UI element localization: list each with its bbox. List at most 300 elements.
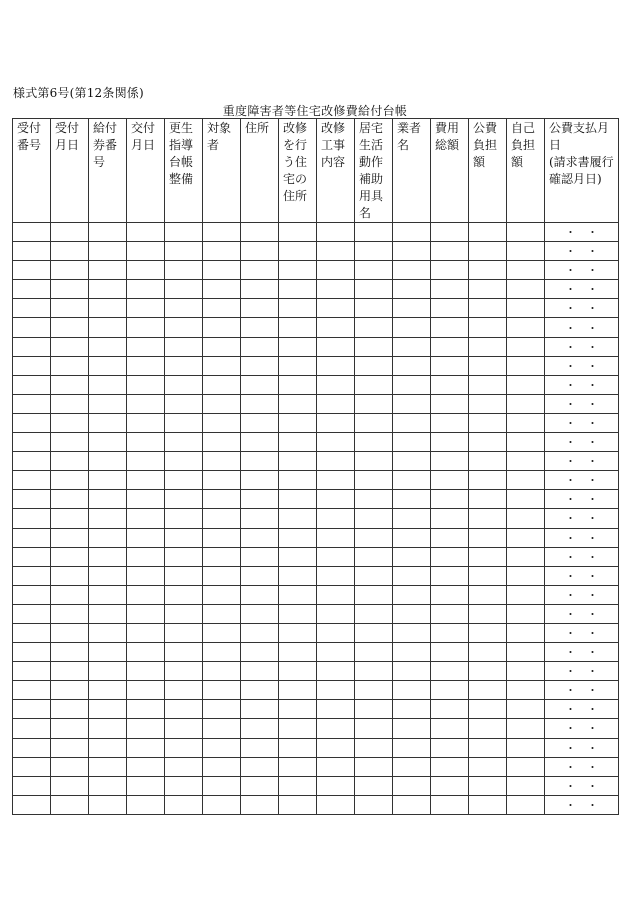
table-cell[interactable] <box>355 566 393 585</box>
table-cell[interactable] <box>355 223 393 242</box>
table-cell[interactable] <box>393 623 431 642</box>
table-cell[interactable] <box>469 490 507 509</box>
table-cell[interactable] <box>13 299 51 318</box>
table-cell[interactable] <box>393 585 431 604</box>
table-cell[interactable] <box>469 471 507 490</box>
table-cell[interactable] <box>127 413 165 432</box>
table-cell[interactable] <box>393 795 431 814</box>
table-cell[interactable] <box>241 413 279 432</box>
table-cell[interactable] <box>279 280 317 299</box>
table-cell[interactable] <box>241 394 279 413</box>
table-cell[interactable] <box>507 375 545 394</box>
table-cell[interactable] <box>279 719 317 738</box>
table-cell[interactable] <box>317 433 355 452</box>
table-cell[interactable] <box>127 585 165 604</box>
table-cell[interactable] <box>241 662 279 681</box>
table-cell[interactable] <box>469 337 507 356</box>
table-cell[interactable] <box>393 662 431 681</box>
table-cell[interactable] <box>51 681 89 700</box>
table-cell[interactable] <box>89 681 127 700</box>
table-cell[interactable] <box>507 719 545 738</box>
table-cell[interactable] <box>51 490 89 509</box>
table-cell[interactable] <box>279 375 317 394</box>
table-cell[interactable] <box>13 223 51 242</box>
payment-date-cell[interactable] <box>545 452 619 471</box>
table-cell[interactable] <box>355 375 393 394</box>
table-cell[interactable] <box>89 719 127 738</box>
table-cell[interactable] <box>127 337 165 356</box>
table-cell[interactable] <box>51 471 89 490</box>
table-cell[interactable] <box>165 738 203 757</box>
table-cell[interactable] <box>13 623 51 642</box>
table-cell[interactable] <box>431 490 469 509</box>
table-cell[interactable] <box>203 490 241 509</box>
table-cell[interactable] <box>51 299 89 318</box>
table-cell[interactable] <box>165 413 203 432</box>
table-cell[interactable] <box>507 509 545 528</box>
table-cell[interactable] <box>13 433 51 452</box>
table-cell[interactable] <box>317 662 355 681</box>
table-cell[interactable] <box>51 776 89 795</box>
table-cell[interactable] <box>507 757 545 776</box>
table-cell[interactable] <box>279 223 317 242</box>
table-cell[interactable] <box>355 738 393 757</box>
table-cell[interactable] <box>51 795 89 814</box>
table-cell[interactable] <box>165 223 203 242</box>
table-cell[interactable] <box>165 280 203 299</box>
table-cell[interactable] <box>279 242 317 261</box>
table-cell[interactable] <box>279 337 317 356</box>
table-cell[interactable] <box>507 700 545 719</box>
table-cell[interactable] <box>317 509 355 528</box>
table-cell[interactable] <box>431 413 469 432</box>
table-cell[interactable] <box>393 375 431 394</box>
payment-date-cell[interactable] <box>545 223 619 242</box>
payment-date-cell[interactable] <box>545 261 619 280</box>
table-cell[interactable] <box>203 604 241 623</box>
table-cell[interactable] <box>13 681 51 700</box>
table-cell[interactable] <box>51 394 89 413</box>
table-cell[interactable] <box>431 738 469 757</box>
table-cell[interactable] <box>51 223 89 242</box>
table-cell[interactable] <box>127 394 165 413</box>
table-cell[interactable] <box>13 776 51 795</box>
table-cell[interactable] <box>51 585 89 604</box>
table-cell[interactable] <box>355 509 393 528</box>
table-cell[interactable] <box>469 356 507 375</box>
table-cell[interactable] <box>165 375 203 394</box>
table-cell[interactable] <box>127 509 165 528</box>
table-cell[interactable] <box>469 700 507 719</box>
table-cell[interactable] <box>203 700 241 719</box>
table-cell[interactable] <box>203 337 241 356</box>
table-cell[interactable] <box>355 261 393 280</box>
payment-date-cell[interactable] <box>545 318 619 337</box>
table-cell[interactable] <box>469 318 507 337</box>
table-cell[interactable] <box>507 604 545 623</box>
table-cell[interactable] <box>165 318 203 337</box>
table-cell[interactable] <box>469 681 507 700</box>
table-cell[interactable] <box>89 242 127 261</box>
table-cell[interactable] <box>507 738 545 757</box>
table-cell[interactable] <box>241 757 279 776</box>
table-cell[interactable] <box>241 490 279 509</box>
table-cell[interactable] <box>507 547 545 566</box>
table-cell[interactable] <box>51 604 89 623</box>
table-cell[interactable] <box>89 757 127 776</box>
table-cell[interactable] <box>89 280 127 299</box>
table-cell[interactable] <box>393 738 431 757</box>
table-cell[interactable] <box>203 471 241 490</box>
table-cell[interactable] <box>127 795 165 814</box>
table-cell[interactable] <box>13 585 51 604</box>
table-cell[interactable] <box>431 528 469 547</box>
table-cell[interactable] <box>241 528 279 547</box>
table-cell[interactable] <box>241 299 279 318</box>
table-cell[interactable] <box>165 719 203 738</box>
table-cell[interactable] <box>393 757 431 776</box>
table-cell[interactable] <box>393 413 431 432</box>
table-cell[interactable] <box>241 509 279 528</box>
table-cell[interactable] <box>317 528 355 547</box>
table-cell[interactable] <box>127 375 165 394</box>
table-cell[interactable] <box>393 337 431 356</box>
table-cell[interactable] <box>89 299 127 318</box>
table-cell[interactable] <box>89 776 127 795</box>
table-cell[interactable] <box>241 242 279 261</box>
table-cell[interactable] <box>127 242 165 261</box>
table-cell[interactable] <box>431 337 469 356</box>
table-cell[interactable] <box>431 223 469 242</box>
table-cell[interactable] <box>393 719 431 738</box>
table-cell[interactable] <box>317 280 355 299</box>
table-cell[interactable] <box>89 662 127 681</box>
table-cell[interactable] <box>317 223 355 242</box>
table-cell[interactable] <box>89 700 127 719</box>
table-cell[interactable] <box>507 413 545 432</box>
payment-date-cell[interactable] <box>545 413 619 432</box>
table-cell[interactable] <box>89 604 127 623</box>
payment-date-cell[interactable] <box>545 509 619 528</box>
table-cell[interactable] <box>127 547 165 566</box>
table-cell[interactable] <box>469 223 507 242</box>
table-cell[interactable] <box>127 662 165 681</box>
table-cell[interactable] <box>431 643 469 662</box>
table-cell[interactable] <box>431 471 469 490</box>
table-cell[interactable] <box>127 604 165 623</box>
table-cell[interactable] <box>13 643 51 662</box>
table-cell[interactable] <box>165 585 203 604</box>
table-cell[interactable] <box>241 261 279 280</box>
table-cell[interactable] <box>469 643 507 662</box>
table-cell[interactable] <box>203 452 241 471</box>
table-cell[interactable] <box>89 547 127 566</box>
table-cell[interactable] <box>127 471 165 490</box>
table-cell[interactable] <box>13 413 51 432</box>
table-cell[interactable] <box>127 738 165 757</box>
table-cell[interactable] <box>127 566 165 585</box>
table-cell[interactable] <box>279 776 317 795</box>
table-cell[interactable] <box>393 604 431 623</box>
table-cell[interactable] <box>127 700 165 719</box>
table-cell[interactable] <box>203 394 241 413</box>
table-cell[interactable] <box>279 662 317 681</box>
table-cell[interactable] <box>89 795 127 814</box>
table-cell[interactable] <box>431 280 469 299</box>
table-cell[interactable] <box>279 318 317 337</box>
table-cell[interactable] <box>165 700 203 719</box>
table-cell[interactable] <box>393 547 431 566</box>
table-cell[interactable] <box>317 795 355 814</box>
table-cell[interactable] <box>469 566 507 585</box>
table-cell[interactable] <box>507 795 545 814</box>
table-cell[interactable] <box>279 471 317 490</box>
table-cell[interactable] <box>203 375 241 394</box>
table-cell[interactable] <box>317 337 355 356</box>
table-cell[interactable] <box>241 643 279 662</box>
table-cell[interactable] <box>13 795 51 814</box>
table-cell[interactable] <box>355 547 393 566</box>
table-cell[interactable] <box>393 356 431 375</box>
table-cell[interactable] <box>355 681 393 700</box>
table-cell[interactable] <box>355 776 393 795</box>
table-cell[interactable] <box>89 261 127 280</box>
payment-date-cell[interactable] <box>545 585 619 604</box>
table-cell[interactable] <box>165 261 203 280</box>
table-cell[interactable] <box>127 299 165 318</box>
table-cell[interactable] <box>393 509 431 528</box>
table-cell[interactable] <box>127 776 165 795</box>
table-cell[interactable] <box>241 280 279 299</box>
table-cell[interactable] <box>279 261 317 280</box>
table-cell[interactable] <box>355 719 393 738</box>
table-cell[interactable] <box>89 413 127 432</box>
table-cell[interactable] <box>279 738 317 757</box>
table-cell[interactable] <box>469 623 507 642</box>
table-cell[interactable] <box>507 471 545 490</box>
table-cell[interactable] <box>89 394 127 413</box>
table-cell[interactable] <box>469 242 507 261</box>
table-cell[interactable] <box>203 413 241 432</box>
table-cell[interactable] <box>317 566 355 585</box>
table-cell[interactable] <box>469 662 507 681</box>
table-cell[interactable] <box>279 452 317 471</box>
table-cell[interactable] <box>317 776 355 795</box>
payment-date-cell[interactable] <box>545 662 619 681</box>
table-cell[interactable] <box>241 318 279 337</box>
table-cell[interactable] <box>241 719 279 738</box>
table-cell[interactable] <box>279 795 317 814</box>
table-cell[interactable] <box>203 662 241 681</box>
table-cell[interactable] <box>355 662 393 681</box>
table-cell[interactable] <box>431 452 469 471</box>
table-cell[interactable] <box>13 261 51 280</box>
table-cell[interactable] <box>165 643 203 662</box>
table-cell[interactable] <box>165 490 203 509</box>
table-cell[interactable] <box>241 738 279 757</box>
table-cell[interactable] <box>507 643 545 662</box>
table-cell[interactable] <box>317 375 355 394</box>
table-cell[interactable] <box>51 280 89 299</box>
table-cell[interactable] <box>279 547 317 566</box>
table-cell[interactable] <box>165 795 203 814</box>
table-cell[interactable] <box>393 261 431 280</box>
payment-date-cell[interactable] <box>545 566 619 585</box>
table-cell[interactable] <box>393 452 431 471</box>
table-cell[interactable] <box>51 643 89 662</box>
table-cell[interactable] <box>507 681 545 700</box>
table-cell[interactable] <box>355 242 393 261</box>
table-cell[interactable] <box>317 738 355 757</box>
table-cell[interactable] <box>431 299 469 318</box>
table-cell[interactable] <box>431 795 469 814</box>
table-cell[interactable] <box>165 242 203 261</box>
table-cell[interactable] <box>241 566 279 585</box>
payment-date-cell[interactable] <box>545 337 619 356</box>
table-cell[interactable] <box>51 566 89 585</box>
table-cell[interactable] <box>13 566 51 585</box>
payment-date-cell[interactable] <box>545 471 619 490</box>
table-cell[interactable] <box>89 433 127 452</box>
table-cell[interactable] <box>203 585 241 604</box>
table-cell[interactable] <box>317 719 355 738</box>
table-cell[interactable] <box>431 433 469 452</box>
payment-date-cell[interactable] <box>545 375 619 394</box>
table-cell[interactable] <box>51 700 89 719</box>
table-cell[interactable] <box>393 471 431 490</box>
table-cell[interactable] <box>507 662 545 681</box>
table-cell[interactable] <box>355 299 393 318</box>
table-cell[interactable] <box>431 604 469 623</box>
table-cell[interactable] <box>469 280 507 299</box>
table-cell[interactable] <box>203 643 241 662</box>
table-cell[interactable] <box>51 719 89 738</box>
table-cell[interactable] <box>393 318 431 337</box>
table-cell[interactable] <box>241 547 279 566</box>
table-cell[interactable] <box>355 623 393 642</box>
table-cell[interactable] <box>241 623 279 642</box>
table-cell[interactable] <box>355 394 393 413</box>
payment-date-cell[interactable] <box>545 299 619 318</box>
payment-date-cell[interactable] <box>545 433 619 452</box>
table-cell[interactable] <box>317 452 355 471</box>
table-cell[interactable] <box>355 757 393 776</box>
table-cell[interactable] <box>241 223 279 242</box>
table-cell[interactable] <box>469 433 507 452</box>
table-cell[interactable] <box>127 528 165 547</box>
table-cell[interactable] <box>127 452 165 471</box>
table-cell[interactable] <box>241 776 279 795</box>
table-cell[interactable] <box>317 413 355 432</box>
table-cell[interactable] <box>469 375 507 394</box>
table-cell[interactable] <box>89 356 127 375</box>
table-cell[interactable] <box>51 757 89 776</box>
payment-date-cell[interactable] <box>545 547 619 566</box>
table-cell[interactable] <box>507 280 545 299</box>
table-cell[interactable] <box>393 299 431 318</box>
table-cell[interactable] <box>469 604 507 623</box>
table-cell[interactable] <box>279 299 317 318</box>
payment-date-cell[interactable] <box>545 394 619 413</box>
table-cell[interactable] <box>51 375 89 394</box>
table-cell[interactable] <box>203 261 241 280</box>
table-cell[interactable] <box>51 509 89 528</box>
table-cell[interactable] <box>127 719 165 738</box>
table-cell[interactable] <box>507 776 545 795</box>
table-cell[interactable] <box>13 490 51 509</box>
table-cell[interactable] <box>89 375 127 394</box>
table-cell[interactable] <box>89 566 127 585</box>
table-cell[interactable] <box>165 662 203 681</box>
table-cell[interactable] <box>203 738 241 757</box>
table-cell[interactable] <box>469 547 507 566</box>
table-cell[interactable] <box>165 509 203 528</box>
table-cell[interactable] <box>13 662 51 681</box>
table-cell[interactable] <box>241 471 279 490</box>
table-cell[interactable] <box>279 681 317 700</box>
payment-date-cell[interactable] <box>545 356 619 375</box>
table-cell[interactable] <box>393 490 431 509</box>
table-cell[interactable] <box>355 528 393 547</box>
table-cell[interactable] <box>317 604 355 623</box>
table-cell[interactable] <box>241 681 279 700</box>
table-cell[interactable] <box>13 757 51 776</box>
table-cell[interactable] <box>89 738 127 757</box>
table-cell[interactable] <box>279 700 317 719</box>
table-cell[interactable] <box>127 490 165 509</box>
table-cell[interactable] <box>165 757 203 776</box>
table-cell[interactable] <box>127 223 165 242</box>
table-cell[interactable] <box>507 566 545 585</box>
table-cell[interactable] <box>469 261 507 280</box>
table-cell[interactable] <box>165 337 203 356</box>
table-cell[interactable] <box>431 623 469 642</box>
table-cell[interactable] <box>203 318 241 337</box>
table-cell[interactable] <box>127 643 165 662</box>
table-cell[interactable] <box>279 413 317 432</box>
table-cell[interactable] <box>431 681 469 700</box>
table-cell[interactable] <box>51 623 89 642</box>
table-cell[interactable] <box>89 509 127 528</box>
table-cell[interactable] <box>13 700 51 719</box>
table-cell[interactable] <box>203 757 241 776</box>
table-cell[interactable] <box>13 242 51 261</box>
table-cell[interactable] <box>89 452 127 471</box>
table-cell[interactable] <box>355 471 393 490</box>
table-cell[interactable] <box>241 604 279 623</box>
table-cell[interactable] <box>393 242 431 261</box>
table-cell[interactable] <box>241 356 279 375</box>
table-cell[interactable] <box>317 299 355 318</box>
table-cell[interactable] <box>165 433 203 452</box>
table-cell[interactable] <box>393 681 431 700</box>
table-cell[interactable] <box>469 776 507 795</box>
table-cell[interactable] <box>51 356 89 375</box>
table-cell[interactable] <box>241 795 279 814</box>
table-cell[interactable] <box>203 509 241 528</box>
table-cell[interactable] <box>317 490 355 509</box>
table-cell[interactable] <box>165 394 203 413</box>
table-cell[interactable] <box>279 394 317 413</box>
table-cell[interactable] <box>89 223 127 242</box>
table-cell[interactable] <box>89 643 127 662</box>
payment-date-cell[interactable] <box>545 623 619 642</box>
table-cell[interactable] <box>431 375 469 394</box>
table-cell[interactable] <box>317 681 355 700</box>
table-cell[interactable] <box>355 490 393 509</box>
table-cell[interactable] <box>241 585 279 604</box>
table-cell[interactable] <box>203 719 241 738</box>
